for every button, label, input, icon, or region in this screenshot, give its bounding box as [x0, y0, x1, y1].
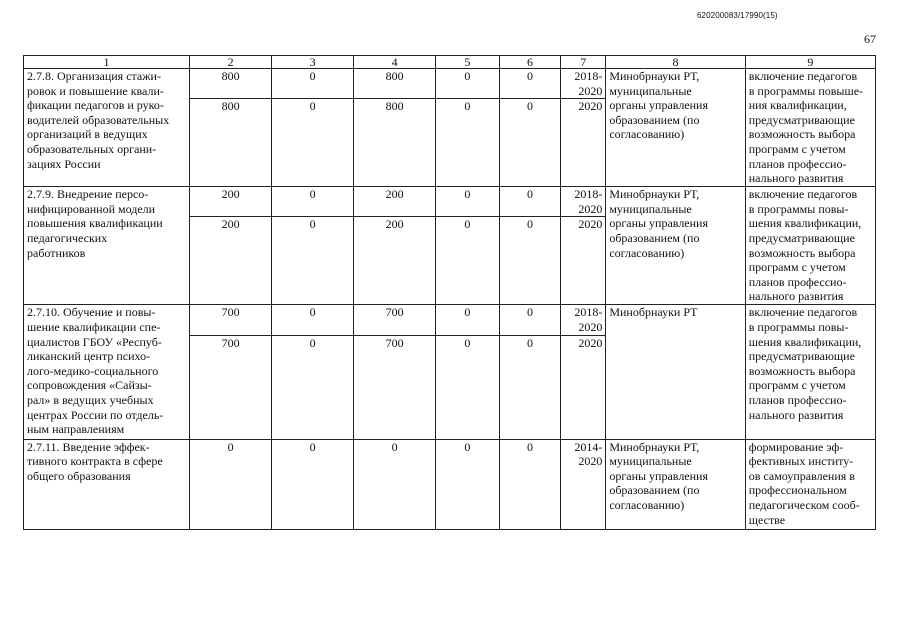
- period-cell: 2014- 2020: [561, 439, 606, 529]
- document-code: 620200083/17990(15): [697, 11, 778, 20]
- value-cell: 200: [354, 187, 436, 217]
- header-cell: 8: [606, 56, 745, 69]
- period-cell: 2020: [561, 335, 606, 439]
- value-cell: 0: [436, 217, 500, 305]
- table-row: [24, 305, 876, 335]
- period-cell: 2020: [561, 217, 606, 305]
- value-cell: 0: [499, 217, 561, 305]
- header-cell: 1: [24, 56, 190, 69]
- value-cell: 200: [354, 217, 436, 305]
- period-cell: 2018- 2020: [561, 187, 606, 217]
- result-cell: включение педагогов в программы повы- шения квалификации, предусматривающие возможность выбора программ с учетом планов профессио- нального развития: [745, 187, 875, 305]
- program-measures-table: [23, 55, 876, 530]
- value-cell: 0: [272, 99, 354, 187]
- executor-cell: Минобрнауки РТ, муниципальные органы управления образованием (по согласованию): [606, 439, 745, 529]
- value-cell: 800: [190, 69, 272, 99]
- measure-name-cell: 2.7.8. Организация стажи- ровок и повышение квали- фикации педагогов и руко- водителей образовательных организаций в ведущих образовательных органи- зациях России: [24, 69, 190, 187]
- value-cell: 700: [190, 335, 272, 439]
- value-cell: 0: [499, 187, 561, 217]
- result-cell: включение педагогов в программы повы- шения квалификации, предусматривающие возможность выбора программ с учетом планов профессио- нального развития: [745, 305, 875, 439]
- value-cell: 800: [190, 99, 272, 187]
- value-cell: 0: [499, 69, 561, 99]
- value-cell: 200: [190, 217, 272, 305]
- column-number-header-row: [24, 56, 876, 69]
- value-cell: 0: [436, 305, 500, 335]
- header-cell: 3: [272, 56, 354, 69]
- value-cell: 0: [499, 335, 561, 439]
- table-row: [24, 439, 876, 529]
- value-cell: 0: [436, 439, 500, 529]
- header-cell: 6: [499, 56, 561, 69]
- result-cell: включение педагогов в программы повыше- ния квалификации, предусматривающие возможность выбора программ с учетом планов профессио- нального развития: [745, 69, 875, 187]
- value-cell: 700: [190, 305, 272, 335]
- value-cell: 0: [436, 335, 500, 439]
- value-cell: 0: [272, 217, 354, 305]
- value-cell: 0: [272, 187, 354, 217]
- measure-name-cell: 2.7.10. Обучение и повы- шение квалификации спе- циалистов ГБОУ «Респуб- ликанский центр психо- лого-медико-социального сопровождения «Сайзы- рал» в ведущих учебных центрах России по отдель- ным направлениям: [24, 305, 190, 439]
- value-cell: 0: [499, 99, 561, 187]
- value-cell: 200: [190, 187, 272, 217]
- header-cell: 4: [354, 56, 436, 69]
- measure-name-cell: 2.7.11. Введение эффек- тивного контракта в сфере общего образования: [24, 439, 190, 529]
- value-cell: 800: [354, 99, 436, 187]
- executor-cell: Минобрнауки РТ, муниципальные органы управления образованием (по согласованию): [606, 187, 745, 305]
- value-cell: 0: [499, 439, 561, 529]
- executor-cell: Минобрнауки РТ, муниципальные органы управления образованием (по согласованию): [606, 69, 745, 187]
- header-cell: 2: [190, 56, 272, 69]
- value-cell: 0: [436, 187, 500, 217]
- period-cell: 2018- 2020: [561, 305, 606, 335]
- value-cell: 0: [272, 439, 354, 529]
- value-cell: 0: [354, 439, 436, 529]
- value-cell: 700: [354, 305, 436, 335]
- value-cell: 0: [436, 69, 500, 99]
- value-cell: 700: [354, 335, 436, 439]
- header-cell: 9: [745, 56, 875, 69]
- page-number: 67: [864, 32, 876, 46]
- period-cell: 2018- 2020: [561, 69, 606, 99]
- value-cell: 0: [499, 305, 561, 335]
- value-cell: 0: [190, 439, 272, 529]
- executor-cell: Минобрнауки РТ: [606, 305, 745, 439]
- value-cell: 0: [436, 99, 500, 187]
- value-cell: 800: [354, 69, 436, 99]
- header-cell: 7: [561, 56, 606, 69]
- table-row: [24, 187, 876, 217]
- value-cell: 0: [272, 305, 354, 335]
- table-row: [24, 69, 876, 99]
- result-cell: формирование эф- фективных институ- ов самоуправления в профессиональном педагогическом сооб- ществе: [745, 439, 875, 529]
- measure-name-cell: 2.7.9. Внедрение персо- нифицированной модели повышения квалификации педагогических работников: [24, 187, 190, 305]
- header-cell: 5: [436, 56, 500, 69]
- value-cell: 0: [272, 335, 354, 439]
- period-cell: 2020: [561, 99, 606, 187]
- value-cell: 0: [272, 69, 354, 99]
